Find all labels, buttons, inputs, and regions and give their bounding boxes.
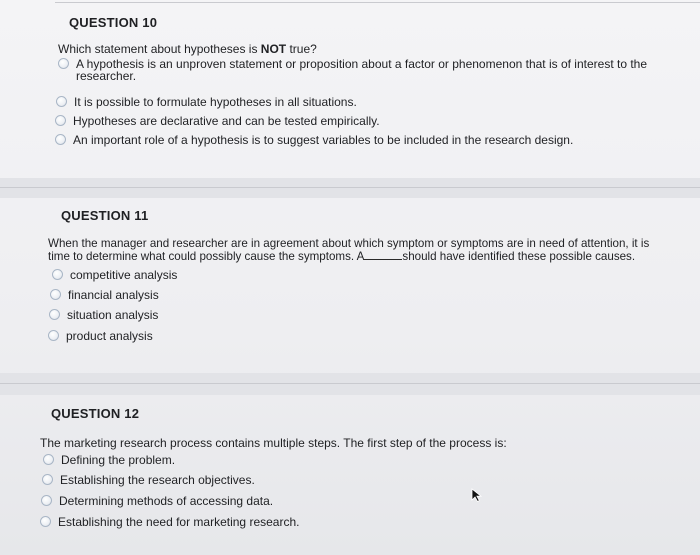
- question-10-option-4[interactable]: [55, 134, 573, 146]
- question-11-option-4[interactable]: [48, 330, 153, 342]
- option-label: financial analysis: [68, 288, 159, 302]
- option-label: Hypotheses are declarative and can be tested empirically.: [73, 114, 380, 128]
- question-12-option-1[interactable]: [43, 454, 175, 466]
- mouse-pointer-icon: [471, 488, 483, 502]
- question-12-option-2[interactable]: [42, 474, 255, 486]
- separator: [55, 2, 700, 3]
- separator: [0, 383, 700, 384]
- question-11-title: QUESTION 11: [61, 208, 149, 223]
- question-10-title: QUESTION 10: [69, 15, 158, 30]
- radio-unchecked-icon[interactable]: [50, 289, 61, 300]
- fill-in-blank: [364, 250, 402, 260]
- question-12-option-4[interactable]: [40, 516, 299, 528]
- option-label: Establishing the need for marketing research.: [58, 515, 300, 529]
- option-label: situation analysis: [67, 308, 159, 322]
- option-label: An important role of a hypothesis is to suggest variables to be included in the research design.: [73, 133, 574, 147]
- radio-unchecked-icon[interactable]: [49, 309, 60, 320]
- radio-unchecked-icon[interactable]: [55, 134, 66, 145]
- radio-unchecked-icon[interactable]: [48, 330, 59, 341]
- radio-unchecked-icon[interactable]: [56, 96, 67, 107]
- question-11-option-1[interactable]: [52, 269, 177, 281]
- radio-unchecked-icon[interactable]: [52, 269, 63, 280]
- radio-unchecked-icon[interactable]: [55, 115, 66, 126]
- option-label: Defining the problem.: [61, 453, 176, 467]
- question-10-option-1[interactable]: [58, 58, 661, 82]
- question-11-option-3[interactable]: [49, 309, 158, 321]
- radio-unchecked-icon[interactable]: [43, 454, 54, 465]
- option-label: Determining methods of accessing data.: [59, 494, 274, 508]
- separator-band: [0, 373, 700, 395]
- question-12-prompt: The marketing research process contains multiple steps. The first step of the process is:: [40, 436, 507, 450]
- radio-unchecked-icon[interactable]: [40, 516, 51, 527]
- question-11-option-2[interactable]: [50, 289, 159, 301]
- option-label: competitive analysis: [70, 268, 178, 282]
- question-11-prompt-line-2: time to determine what could possibly cause the symptoms. A should have identified these possible causes.: [48, 250, 636, 263]
- question-10-option-2[interactable]: [56, 96, 357, 108]
- separator: [0, 187, 700, 188]
- question-10-option-3[interactable]: [55, 115, 380, 127]
- radio-unchecked-icon[interactable]: [41, 495, 52, 506]
- option-label: It is possible to formulate hypotheses in all situations.: [74, 95, 357, 109]
- question-12-option-3[interactable]: [41, 495, 273, 507]
- option-label: A hypothesis is an unproven statement or proposition about a factor or phenomenon that is of interest to the researcher.: [76, 57, 648, 83]
- question-11-prompt-line-1: When the manager and researcher are in agreement about which symptom or symptoms are in need of attention, it is: [48, 237, 650, 250]
- radio-unchecked-icon[interactable]: [42, 474, 53, 485]
- question-10-prompt: Which statement about hypotheses is NOT true?: [58, 42, 317, 56]
- question-12-title: QUESTION 12: [51, 406, 140, 421]
- option-label: product analysis: [66, 329, 153, 343]
- separator-band: [0, 178, 700, 198]
- radio-unchecked-icon[interactable]: [58, 58, 69, 69]
- option-label: Establishing the research objectives.: [60, 473, 255, 487]
